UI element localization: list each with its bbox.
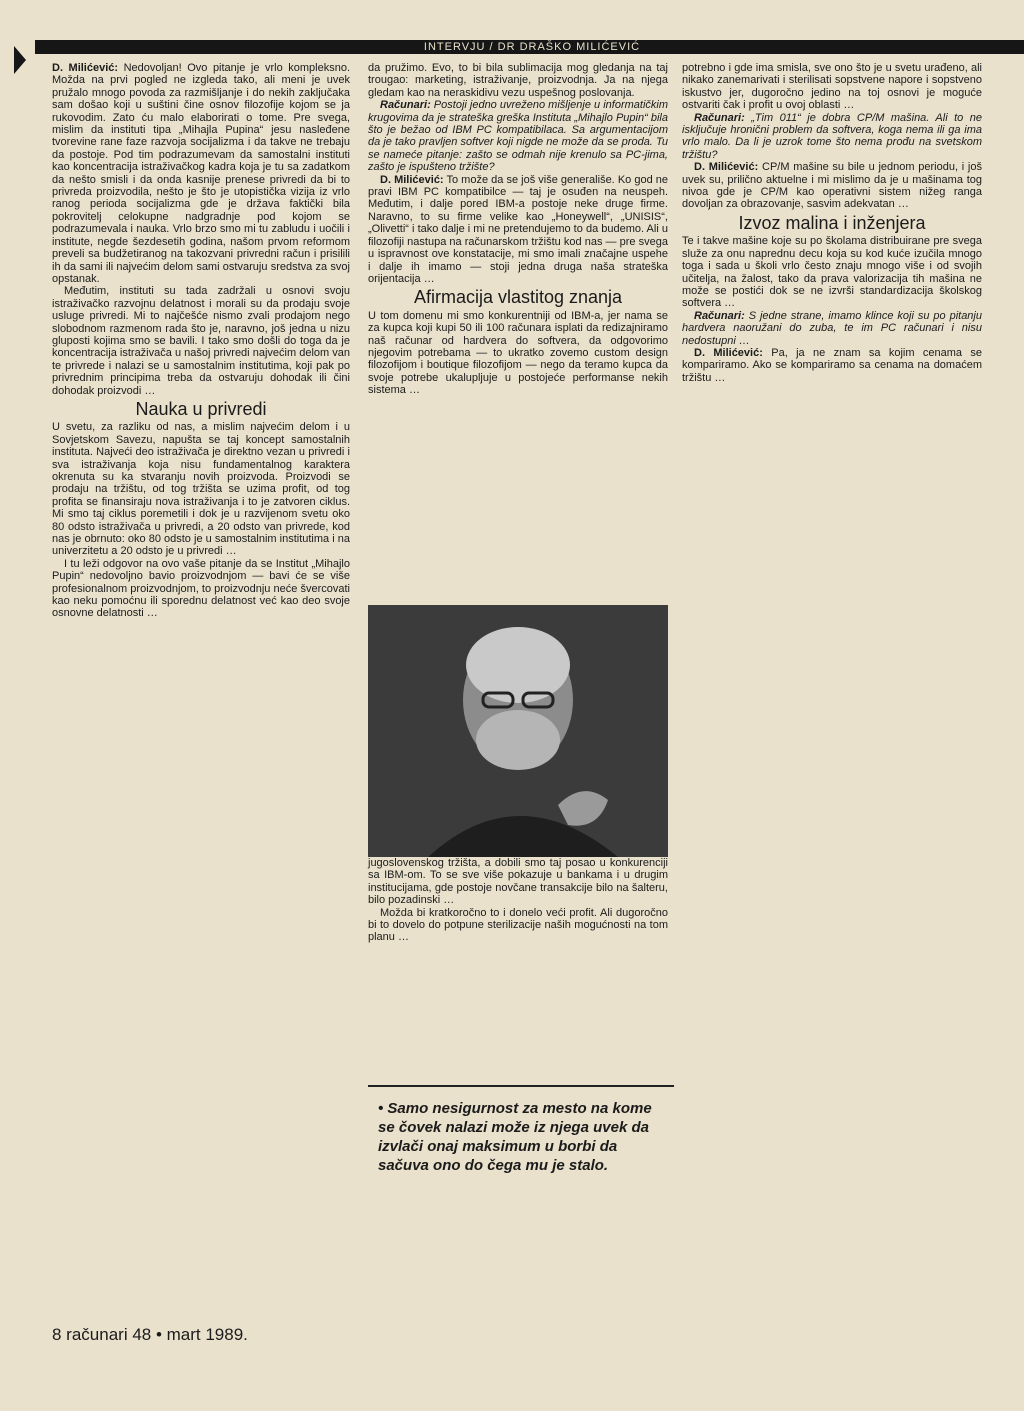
subheading: Izvoz malina i inženjera bbox=[738, 212, 926, 233]
question bbox=[368, 99, 668, 173]
speaker-label: D. Milićević: bbox=[694, 346, 763, 359]
page-footer: 8 računari 48 • mart 1989. bbox=[52, 1325, 248, 1344]
question-text: „Tim 011“ je dobra CP/M mašina. Ali to ne isključuje hronični problem da softvera, koga nema ili ga ima vrlo malo. Da li je uzrok tome što nema prođu na svetskom tržištu? bbox=[682, 111, 982, 161]
paragraph: da pružimo. Evo, to bi bila sublimacija mog gledanja na taj trougao: marketing, istraživanje, proizvodnja. Ja na njega gledam kao na neraskidivu vezu uspešnog poslovanja. bbox=[368, 62, 668, 99]
column-1 bbox=[52, 62, 350, 620]
answer-text: To može da se još više generališe. Ko god ne pravi IBM PC kompatibilce — taj je osuđen na neuspeh. Međutim, i dalje pored IBM-a postoje neke druge firme. Naravno, to su firme velike kao „Honeywell“, „UNISIS“, „Olivetti“ i tako dalje i mi ne pretendujemo to da budemo. Ali u filozofiji nastupa na računarskom tržištu kod nas — pre svega u ispravnost ove konstatacije, mi smo imali značajne uspehe i dalje ih imamo — stoji jedna druga naša strateška orijentacija … bbox=[368, 173, 669, 285]
paragraph: Te i takve mašine koje su po školama distribuirane pre svega služe za onu naprednu decu koja su kod kuće izučila mnogo toga i sada u školi vrlo često znaju mnogo više i od svojih učitelja, na žalost, tako da prava valorizacija tih mašina ne može se postići dok se ne izvrši standardizacija školskog softvera … bbox=[682, 235, 982, 310]
question-text: Postoji jedno uvreženo mišljenje u informatičkim krugovima da je strateška greška Instituta „Mihajlo Pupin“ bila što je bežao od IBM PC kompatibilaca. Sa argumentacijom da je tako pravljen softver koji nigde ne može da se proda. Tu se nameće pitanje: zašto se odmah nije krenulo sa PC-jima, zašto je ispušteno tržište? bbox=[368, 99, 668, 174]
column-2 bbox=[368, 62, 668, 397]
question bbox=[682, 310, 982, 347]
speaker-label: D. Milićević: bbox=[694, 161, 759, 174]
paragraph: jugoslovenskog tržišta, a dobili smo taj posao u konkurenciji sa IBM-om. To se sve više pokazuje u bankama i u drugim institucijama, gde postoje novčane transakcije bilo na šalteru, bilo pozadinski … bbox=[368, 857, 668, 907]
pull-quote-text: • Samo nesigurnost za mesto na kome se čovek nalazi može iz njega uvek da izvlači onaj maksimum u borbi da sačuva ono do čega mu je stalo. bbox=[378, 1100, 652, 1174]
answer-text: Nedovoljan! Ovo pitanje je vrlo kompleksno. Možda na prvi pogled ne izgleda tako, ali meni je uvek pružalo mnogo povoda za razmišljanje i do nekih zaključaka sam došao koji u suštini čine osnov filozofije kojom se ja rukovodim. Zato ću malo elaborirati o tome. Pre svega, mislim da instituti tipa „Mihajla Pupina“ jesu nasleđene tvorevine rane faze razvoja socijalizma i da takve ne trebaju da postoje. Pod tim podrazumevam da samostalni instituti kao koncentracija istraživačkog kadra koja je tu sa zadatkom da nešto smisli i da onda kasnije prenese privredi da bi to privreda proizvodila, nešto je što je utopistička vizija iz vrlo ranog perioda socijalizma gde je država faktički bila pokrovitelj celokupne nadgradnje pod kojom se podrazumevala i nauka. Vrlo brzo smo mi tu zabludu i uočili i institute, negde šezdesetih godina, našom prvom reformom preveli sa budžetiranog na takozvani privredni račun i prisilili ih da sami ili najvećim delom sami ostvaruju sredstva za svoj opstanak. bbox=[52, 62, 350, 285]
pull-quote bbox=[368, 1085, 674, 1287]
portrait-illustration bbox=[368, 605, 668, 857]
paragraph: Možda bi kratkoročno to i donelo veći profit. Ali dugoročno bi to dovelo do potpune sterilizacije naših mogućnosti na tom planu … bbox=[368, 906, 668, 944]
speaker-label: Računari: bbox=[694, 309, 745, 322]
speaker-label: Računari: bbox=[380, 99, 431, 112]
speaker-label: D. Milićević: bbox=[380, 173, 444, 186]
paragraph bbox=[682, 161, 982, 211]
column-3 bbox=[682, 62, 982, 384]
paragraph bbox=[368, 174, 668, 286]
paragraph bbox=[682, 347, 982, 384]
answer-text: Pa, ja ne znam sa kojim cenama se kompariramo. Ako se kompariramo sa cenama na domaćem tržištu … bbox=[682, 346, 983, 384]
question-text: S jedne strane, imamo klince koji su po pitanju hardvera naoružani do zuba, te im PC računari i nisu nedostupni … bbox=[682, 309, 982, 347]
paragraph: U svetu, za razliku od nas, a mislim najvećim delom i u Sovjetskom Savezu, napušta se taj koncept samostalnih instituta. Najveći deo istraživača je direktno vezan u privredi i sva istraživanja koja nisu fundamentalnog karaktera okrenuta su ka stvaranju novih proizvoda. Proizvodi se prodaju na tržištu, od tog tržišta se uzima profit, od tog profita se finansiraju nova istraživanja i to je zatvoren ciklus. Mi smo taj ciklus poremetili i dok je u razvijenom svetu oko 80 odsto istraživača u privredi, a 20 odsto van privrede, kod nas je obrnuto: oko 80 odsto je u samostalnim institutima i na univerzitetu a 20 odsto je u privredi … bbox=[52, 421, 350, 558]
section-header: INTERVJU / DR DRAŠKO MILIĆEVIĆ bbox=[423, 41, 641, 53]
paragraph bbox=[52, 62, 350, 285]
speaker-label: D. Milićević: bbox=[52, 62, 119, 74]
paragraph: U tom domenu mi smo konkurentniji od IBM-a, jer nama se za kupca koji kupi 50 ili 100 računara isplati da redizajniramo naš računar od hardvera do softvera, da odgovorimo njegovim potrebama — to ukratko zovemo custom design filozofijom i boutique filozofijom — nego da teramo kupca da svoje potrebe ukalupljuje u postojeće performanse nekih sistema … bbox=[368, 309, 668, 397]
question bbox=[682, 112, 982, 162]
paragraph: I tu leži odgovor na ovo vaše pitanje da se Institut „Mihajlo Pupin“ nedovoljno bavio proizvodnjom — bavi će se više profesionalnom proizvodnjom, to proizvodnju neće švercovati kao neku pomoćnu ili sporednu delatnost već kao deo svoje osnovne delatnosti … bbox=[52, 557, 350, 620]
column-2-continued bbox=[368, 857, 668, 944]
subheading: Nauka u privredi bbox=[135, 398, 267, 419]
answer-text: CP/M mašine su bile u jednom periodu, i još uvek su, prilično aktuelne i mi mislimo da je u mašinama tog nivoa gde je CP/M kao operativni sistem nižeg ranga dovoljan za obrazovanje, sasvim adekvatan … bbox=[682, 161, 982, 211]
paragraph: Međutim, instituti su tada zadržali u osnovi svoju istraživačko razvojnu delatnost i morali su da prodaju svoje usluge privredi. Mi to najčešće nismo zvali prodajom nego slobodnom razmenom rada što je, naravno, još jedna u nizu gluposti kojima smo se bavili. I tako smo došli do toga da je koncentracija istraživača u našoj privredi najvećim delom van te privrede i nalazi se u samostalnim institutima, koji pak po privrednim principima treba da ostvaruju dohodak ili čini dohodak proizvodi … bbox=[52, 285, 350, 397]
paragraph: potrebno i gde ima smisla, sve ono što je u svetu urađeno, ali nikako zanemarivati i sterilisati sopstvene napore i sopstveno iskustvo jer, dugoročno jedino na toj osnovi je moguće ostvariti čak i profit u ovoj oblasti … bbox=[682, 62, 982, 112]
subheading: Afirmacija vlastitog znanja bbox=[413, 287, 623, 308]
page-marker-triangle bbox=[14, 46, 26, 74]
speaker-label: Računari: bbox=[694, 111, 745, 124]
header-bar bbox=[35, 40, 1024, 54]
portrait-photo bbox=[368, 605, 668, 857]
